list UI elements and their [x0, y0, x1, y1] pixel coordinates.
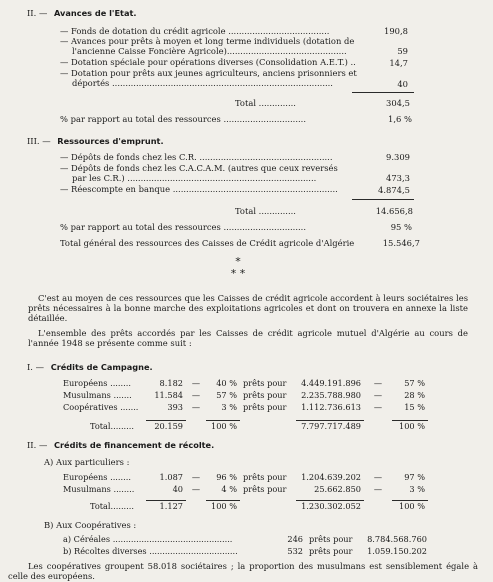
avances-pct-label: % par rapport au total des ressources ...............................: [60, 114, 306, 124]
row-text: prêts pour: [309, 534, 353, 545]
row-amount: 1.059.150.202: [367, 546, 427, 557]
row-pct: 97 %: [404, 472, 425, 483]
total-amount: 1.230.302.052: [296, 501, 364, 514]
emprunt-item-2-value: 473,3: [386, 173, 410, 183]
grand-total-label: Total général des ressources des Caisses de Crédit agricole d'Algérie: [60, 238, 355, 248]
emprunt-item-1-value: 9.309: [386, 152, 410, 162]
section-title: Avances de l'Etat.: [54, 8, 137, 18]
total-count: 20.159: [146, 421, 186, 434]
summary-paragraph: L'ensemble des prêts accordés par les Caisses de crédit agricole mutuel d'Algérie au cours de l'année 1948 se présente comme suit :: [28, 328, 468, 349]
row-label: Européens ........: [63, 472, 131, 483]
table-row: [60, 472, 428, 484]
avances-item-4-value: 40: [397, 79, 408, 89]
coop-table: [60, 534, 430, 558]
total-count: 1.127: [146, 501, 186, 514]
avances-item-1-value: 190,8: [384, 26, 408, 36]
row-pct: 3 %: [409, 484, 425, 495]
row-count: 40: [172, 484, 183, 495]
avances-item-3-value: 14,7: [389, 58, 408, 68]
total-label: Total.........: [90, 420, 134, 431]
row-pct: 15 %: [404, 402, 425, 413]
section-avances-heading: [27, 8, 137, 19]
row-dash: —: [373, 378, 383, 389]
row-amount: 1.204.639.202: [301, 472, 361, 483]
avances-total-rule: [352, 92, 414, 93]
row-pct: 96 %: [216, 472, 237, 483]
row-amount: 8.784.568.760: [367, 534, 427, 545]
row-count: 1.087: [159, 472, 183, 483]
row-amount: 25.662.850: [314, 484, 361, 495]
row-dash: —: [191, 390, 201, 401]
section-recolte-heading: [27, 440, 214, 451]
row-label: Européens ........: [63, 378, 131, 389]
avances-item-3: — Dotation spéciale pour opérations diverses (Consolidation A.E.T.) ..: [60, 57, 356, 67]
row-label: Musulmans .......: [63, 390, 132, 401]
section-title: Crédits de financement de récolte.: [54, 440, 215, 450]
row-dash: —: [373, 472, 383, 483]
emprunt-total-rule: [352, 199, 414, 200]
emprunt-item-2-cont: par les C.R.) .......................................................................: [72, 173, 317, 183]
section-campagne-heading: [27, 362, 153, 373]
table-row: [60, 378, 428, 390]
table-row: [60, 390, 428, 402]
table-total-row: [60, 501, 428, 514]
row-label: a) Céréales ..............................................: [63, 534, 233, 545]
row-dash: —: [191, 402, 201, 413]
table-row: [60, 484, 428, 496]
grand-total-value: 15.546,7: [382, 238, 420, 248]
row-pct: 3 %: [221, 402, 237, 413]
row-label: Musulmans ........: [63, 484, 135, 495]
emprunt-item-2: — Dépôts de fonds chez les C.A.C.A.M. (autres que ceux reversés: [60, 163, 338, 173]
avances-item-4: — Dotation pour prêts aux jeunes agriculteurs, anciens prisonniers et: [60, 68, 357, 78]
campagne-table: [60, 378, 428, 433]
row-pct: 57 %: [216, 390, 237, 401]
avances-item-2-cont: l'ancienne Caisse Foncière Agricole).............................................: [72, 46, 347, 56]
avances-pct-value: 1,6 %: [388, 114, 412, 124]
row-count: 246: [287, 534, 303, 545]
section-emprunt-heading: [27, 136, 164, 147]
avances-item-2-value: 59: [397, 46, 408, 56]
recolte-table: [60, 472, 428, 513]
row-amount: 4.449.191.896: [301, 378, 361, 389]
row-pct: 57 %: [404, 378, 425, 389]
row-count: 8.182: [159, 378, 183, 389]
row-dash: —: [373, 402, 383, 413]
row-text: prêts pour: [243, 484, 287, 495]
section-number: II. —: [27, 8, 48, 18]
total-label: Total.........: [90, 500, 134, 511]
row-text: prêts pour: [243, 378, 287, 389]
row-dash: —: [191, 484, 201, 495]
row-label: b) Récoltes diverses ..................................: [63, 546, 238, 557]
emprunt-pct-label: % par rapport au total des ressources ...............................: [60, 222, 306, 232]
section-title: Crédits de Campagne.: [50, 362, 153, 372]
footer-paragraph: Les coopératives groupent 58.018 sociétaires ; la proportion des musulmans est sensiblement égale à celle des européens.: [8, 561, 478, 582]
row-text: prêts pour: [243, 390, 287, 401]
emprunt-item-3: — Réescompte en banque ..............................................................: [60, 184, 338, 194]
row-pct: 4 %: [221, 484, 237, 495]
row-text: prêts pour: [309, 546, 353, 557]
emprunt-item-1: — Dépôts de fonds chez les C.R. ..................................................: [60, 152, 333, 162]
total-pct: 100 %: [206, 501, 240, 514]
row-text: prêts pour: [243, 402, 287, 413]
total-pct: 100 %: [392, 421, 428, 434]
row-dash: —: [373, 390, 383, 401]
emprunt-total-label: Total ..............: [235, 206, 296, 216]
row-count: 11.584: [154, 390, 183, 401]
table-total-row: [60, 421, 428, 434]
row-dash: —: [191, 472, 201, 483]
avances-item-4-cont: déportés ...................................................................................: [72, 78, 333, 88]
avances-item-2: — Avances pour prêts à moyen et long terme individuels (dotation de: [60, 36, 355, 46]
row-amount: 1.112.736.613: [301, 402, 361, 413]
row-pct: 40 %: [216, 378, 237, 389]
avances-item-1: — Fonds de dotation du crédit agricole ......................................: [60, 26, 330, 36]
table-row: [60, 534, 430, 546]
intro-paragraph: C'est au moyen de ces ressources que les Caisses de crédit agricole accordent à leurs sociétaires les prêts nécessaires à la bonne marche des exploitations agricoles et dont on trouvera en annexe la liste détaillée.: [28, 293, 468, 324]
row-dash: —: [373, 484, 383, 495]
total-amount: 7.797.717.489: [296, 421, 364, 434]
emprunt-total-value: 14.656,8: [375, 206, 413, 216]
row-label: Coopératives .......: [63, 402, 139, 413]
row-count: 532: [287, 546, 303, 557]
star-bottom: * *: [230, 267, 246, 280]
total-pct: 100 %: [206, 421, 240, 434]
row-amount: 2.235.788.980: [301, 390, 361, 401]
section-title: Ressources d'emprunt.: [57, 136, 164, 146]
emprunt-pct-value: 95 %: [390, 222, 412, 232]
avances-total-value: 304,5: [386, 98, 410, 108]
row-pct: 28 %: [404, 390, 425, 401]
section-number: III. —: [27, 136, 51, 146]
avances-total-label: Total ..............: [235, 98, 296, 108]
row-text: prêts pour: [243, 472, 287, 483]
sub-heading-cooperatives: B) Aux Coopératives :: [44, 520, 137, 530]
row-count: 393: [167, 402, 183, 413]
sub-heading-particuliers: A) Aux particuliers :: [44, 457, 130, 467]
table-row: [60, 546, 430, 558]
total-pct: 100 %: [392, 501, 428, 514]
section-number: I. —: [27, 362, 45, 372]
section-separator-stars: [226, 256, 250, 280]
row-dash: —: [191, 378, 201, 389]
section-number: II. —: [27, 440, 48, 450]
star-top: *: [235, 255, 241, 268]
emprunt-item-3-value: 4.874,5: [378, 185, 410, 195]
table-row: [60, 402, 428, 414]
